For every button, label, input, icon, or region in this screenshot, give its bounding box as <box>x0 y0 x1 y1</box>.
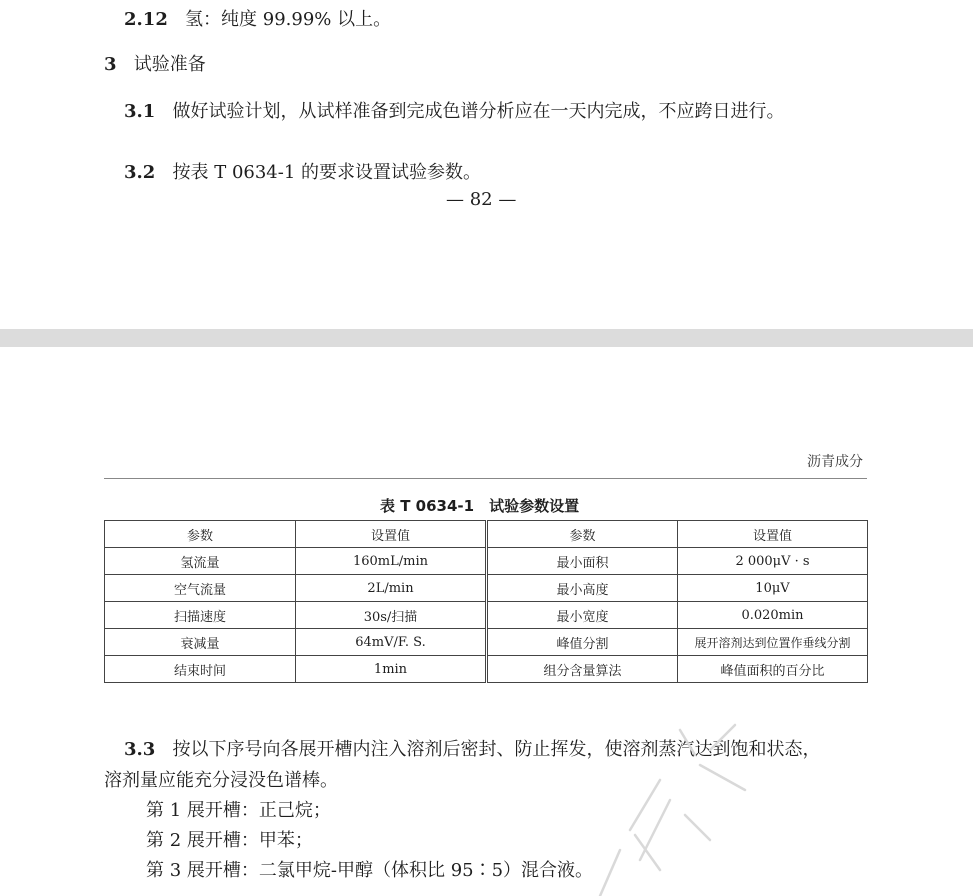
table-cell: 组分含量算法 <box>487 656 678 683</box>
header-rule <box>104 478 867 479</box>
table-cell: 1min <box>296 656 487 683</box>
tank-item: 第 3 展开槽：二氯甲烷-甲醇（体积比 95∶5）混合液。 <box>146 860 594 881</box>
section-title: 试验准备 <box>133 54 206 75</box>
clause-3-2 <box>124 158 481 184</box>
table-cell: 64mV/F. S. <box>296 629 487 656</box>
clause-text-line-1: 按以下序号向各展开槽内注入溶剂后密封、防止挥发，使溶剂蒸汽达到饱和状态， <box>172 739 821 760</box>
clause-number: 3.1 <box>124 101 156 122</box>
table-cell: 2L/min <box>296 575 487 602</box>
table-row <box>105 602 868 629</box>
table-cell: 峰值分割 <box>487 629 678 656</box>
clause-text: 做好试验计划，从试样准备到完成色谱分析应在一天内完成，不应跨日进行。 <box>172 101 785 122</box>
clause-3-3-continuation: 溶剂量应能充分浸没色谱棒。 <box>104 770 338 791</box>
table-row <box>105 548 868 575</box>
clause-number: 2.12 <box>124 9 168 30</box>
table-cell: 30s/扫描 <box>296 602 487 629</box>
table-header-cell: 参数 <box>487 521 678 548</box>
table-cell: 10μV <box>678 575 868 602</box>
tank-item: 第 2 展开槽：甲苯； <box>146 830 313 851</box>
table-cell: 160mL/min <box>296 548 487 575</box>
table-cell: 氢流量 <box>105 548 296 575</box>
table-header-cell: 设置值 <box>296 521 487 548</box>
section-number: 3 <box>104 54 117 75</box>
clause-number: 3.3 <box>124 739 156 760</box>
table-cell: 2 000μV · s <box>678 548 868 575</box>
section-3-heading <box>104 50 206 76</box>
table-cell: 展开溶剂达到位置作垂线分割 <box>678 629 868 656</box>
clause-number: 3.2 <box>124 162 156 183</box>
table-cell: 最小宽度 <box>487 602 678 629</box>
table-cell: 衰减量 <box>105 629 296 656</box>
table-row <box>105 656 868 683</box>
page-number: — 82 — <box>446 189 517 210</box>
clause-3-1 <box>124 97 785 123</box>
table-cell: 空气流量 <box>105 575 296 602</box>
table-header-cell: 设置值 <box>678 521 868 548</box>
table-title: 表 T 0634-1 试验参数设置 <box>380 497 580 515</box>
tank-item: 第 1 展开槽：正己烷； <box>146 800 331 821</box>
watermark-graphic <box>560 720 820 896</box>
table-row <box>105 575 868 602</box>
page-separator <box>0 329 973 347</box>
table-cell: 最小面积 <box>487 548 678 575</box>
table-cell: 结束时间 <box>105 656 296 683</box>
table-cell: 扫描速度 <box>105 602 296 629</box>
clause-2-12 <box>124 5 391 31</box>
table-cell: 0.020min <box>678 602 868 629</box>
table-header-cell: 参数 <box>105 521 296 548</box>
clause-text: 氢：纯度 99.99% 以上。 <box>185 9 392 30</box>
running-head: 沥青成分 <box>807 454 863 470</box>
table-cell: 最小高度 <box>487 575 678 602</box>
table-row <box>105 629 868 656</box>
table-header-row <box>105 521 868 548</box>
table-cell: 峰值面积的百分比 <box>678 656 868 683</box>
parameter-table <box>104 520 868 683</box>
clause-text: 按表 T 0634-1 的要求设置试验参数。 <box>172 162 482 183</box>
